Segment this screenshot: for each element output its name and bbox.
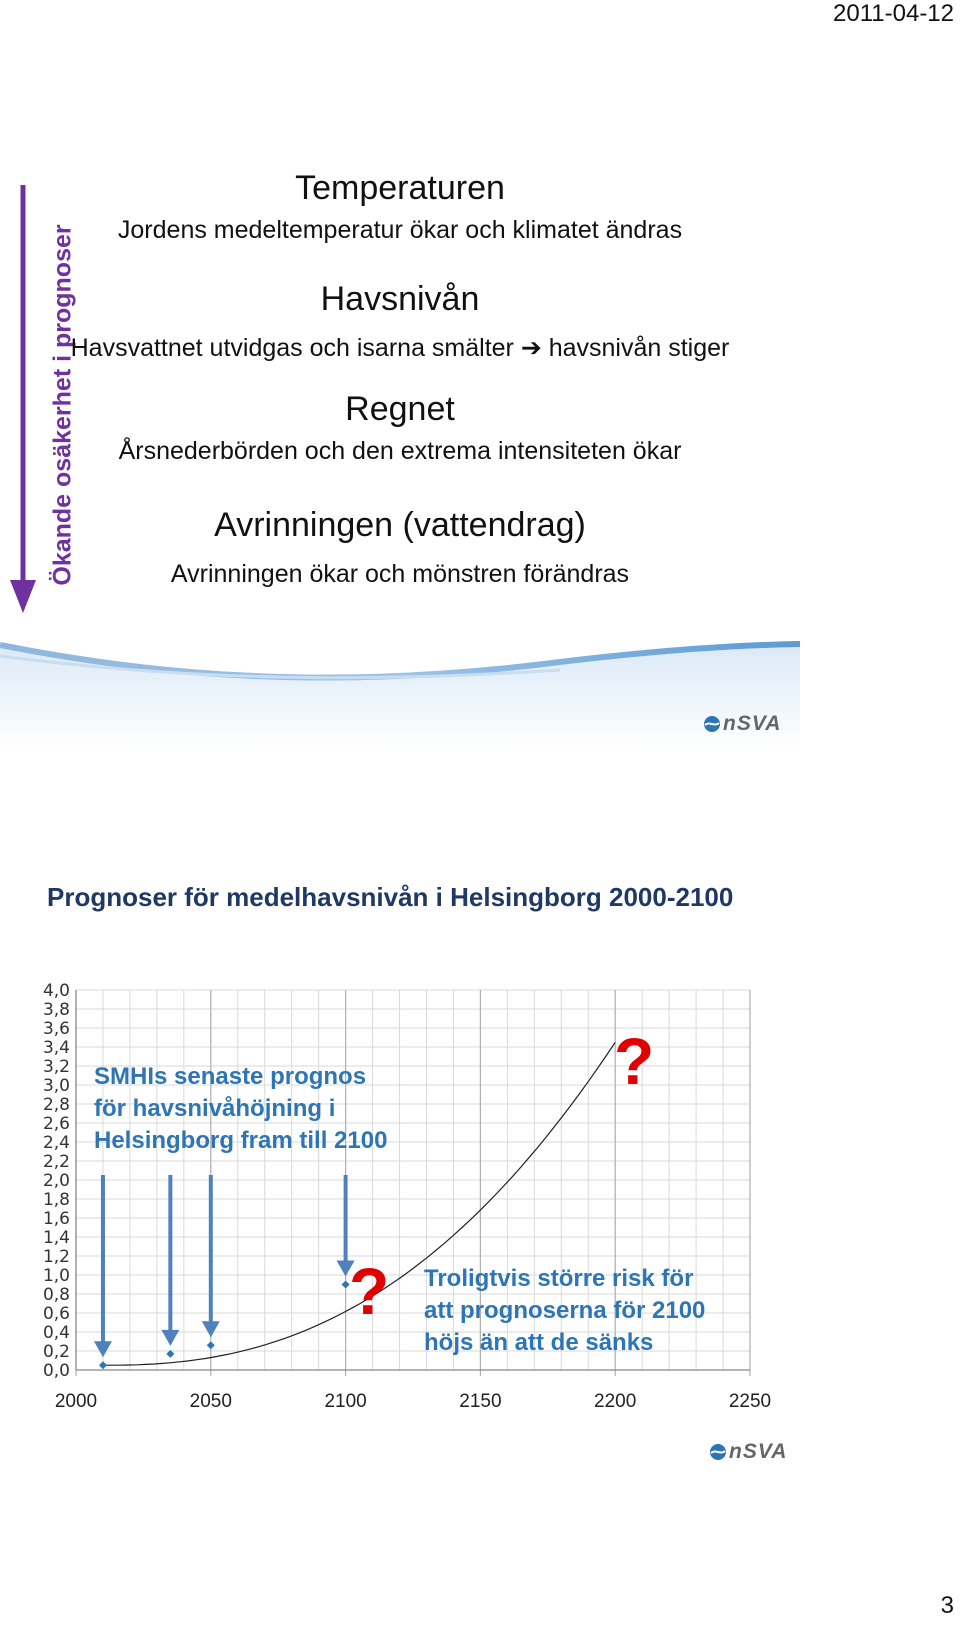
- x-tick-label: 2250: [728, 1391, 772, 1412]
- y-tick-label: 2,4: [42, 1133, 70, 1153]
- logo-text: nSVA: [723, 712, 782, 735]
- question-mark-upper: ?: [614, 1024, 655, 1098]
- text-rain: Årsnederbörden och den extrema intensiteten ökar: [118, 437, 682, 465]
- arrow-head-icon: [94, 1341, 112, 1357]
- y-tick-label: 3,0: [42, 1076, 70, 1096]
- page-number: 3: [940, 1592, 954, 1619]
- x-tick-label: 2100: [324, 1391, 367, 1412]
- y-tick-label: 1,4: [42, 1228, 70, 1248]
- wave-decoration: [0, 640, 800, 750]
- risk-note-line: Troligtvis större risk för: [424, 1265, 694, 1292]
- heading-sealevel: Havsnivån: [320, 280, 480, 318]
- y-tick-label: 0,8: [42, 1285, 70, 1305]
- logo-text: nSVA: [729, 1440, 788, 1463]
- globe-icon: [709, 1443, 727, 1461]
- text-temperature: Jordens medeltemperatur ökar och klimatet ändras: [117, 216, 683, 244]
- smhi-note-line: Helsingborg fram till 2100: [94, 1127, 388, 1154]
- question-mark-lower: ?: [349, 1254, 390, 1328]
- uncertainty-label: Ökande osäkerhet i prognoser: [48, 224, 77, 586]
- y-tick-label: 1,6: [42, 1209, 70, 1229]
- arrow-head-icon: [161, 1330, 179, 1346]
- x-tick-label: 2150: [459, 1391, 502, 1412]
- y-tick-label: 1,2: [42, 1247, 70, 1267]
- y-tick-label: 3,2: [42, 1057, 70, 1077]
- x-tick-label: 2200: [594, 1391, 637, 1412]
- y-tick-label: 3,4: [42, 1038, 70, 1058]
- y-tick-label: 0,2: [42, 1342, 70, 1362]
- y-tick-label: 1,8: [42, 1190, 70, 1210]
- y-tick-label: 2,2: [42, 1152, 70, 1172]
- x-tick-label: 2000: [54, 1391, 98, 1412]
- y-tick-label: 3,8: [42, 1000, 70, 1020]
- y-tick-label: 0,0: [42, 1361, 70, 1381]
- heading-rain: Regnet: [345, 390, 455, 428]
- text-sealevel: Havsvattnet utvidgas och isarna smälter ➔ havsnivån stiger: [70, 334, 730, 362]
- x-tick-label: 2050: [189, 1391, 232, 1412]
- data-point: [207, 1341, 215, 1349]
- y-tick-label: 2,6: [42, 1114, 70, 1134]
- smhi-note-line: SMHIs senaste prognos: [94, 1063, 367, 1090]
- chart-title: Prognoser för medelhavsnivån i Helsingborg 2000-2100: [47, 882, 734, 912]
- heading-runoff: Avrinningen (vattendrag): [214, 506, 586, 544]
- date-stamp: 2011-04-12: [833, 0, 954, 27]
- arrow-head-icon: [202, 1321, 220, 1337]
- data-point: [99, 1361, 107, 1369]
- text-runoff: Avrinningen ökar och mönstren förändras: [170, 560, 630, 588]
- y-tick-label: 0,4: [42, 1323, 70, 1343]
- risk-note: [424, 1263, 705, 1359]
- globe-icon: [703, 715, 721, 733]
- risk-note-line: att prognoserna för 2100: [424, 1297, 706, 1324]
- y-tick-label: 1,0: [42, 1266, 70, 1286]
- y-tick-label: 2,8: [42, 1095, 70, 1115]
- y-tick-label: 4,0: [42, 981, 70, 1001]
- heading-temperature: Temperaturen: [295, 169, 505, 207]
- smhi-note: [94, 1061, 387, 1157]
- risk-note-line: höjs än att de sänks: [424, 1329, 654, 1356]
- smhi-note-line: för havsnivåhöjning i: [94, 1095, 336, 1122]
- y-tick-label: 2,0: [42, 1171, 70, 1191]
- y-tick-label: 0,6: [42, 1304, 70, 1324]
- y-tick-label: 3,6: [42, 1019, 70, 1039]
